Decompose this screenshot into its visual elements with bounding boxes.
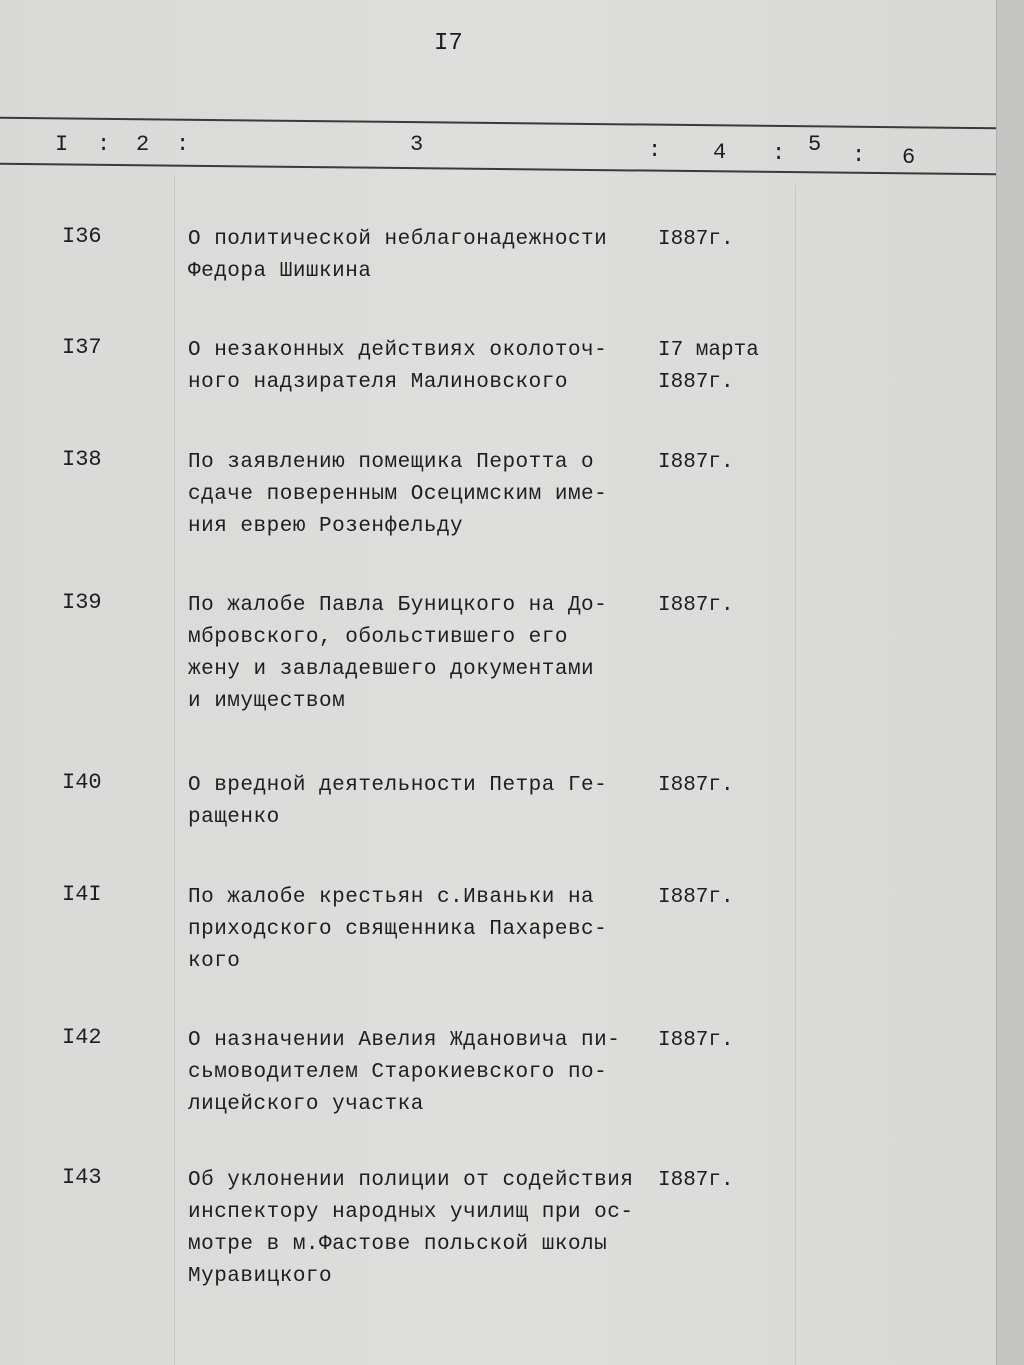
- page-number: I7: [434, 30, 463, 57]
- column-header: 6: [902, 145, 916, 170]
- header-bottom-rule: [0, 163, 996, 175]
- record-description: По жалобе крестьян с.Иваньки на приходского священника Пахаревс- кого: [188, 886, 608, 973]
- column-separator: :: [772, 141, 786, 166]
- record-date: I7 марта I887г.: [658, 339, 759, 394]
- column-separator: :: [97, 132, 111, 157]
- column-header: 5: [808, 132, 822, 157]
- column-header: I: [55, 132, 69, 157]
- record-date: I887г.: [658, 594, 734, 617]
- record-number: I43: [62, 1165, 102, 1190]
- record-description: О назначении Авелия Ждановича пи- сьмоводителем Старокиевского по- лицейского участка: [188, 1029, 621, 1116]
- column-divider: [795, 185, 796, 1365]
- page-edge: [996, 0, 1024, 1365]
- column-header: 3: [410, 132, 424, 157]
- column-separator: :: [648, 138, 662, 163]
- record-description: По заявлению помещика Перотта о сдаче поверенным Осецимским име- ния еврею Розенфельду: [188, 451, 608, 538]
- record-description: Об уклонении полиции от содействия инспектору народных училищ при ос- мотре в м.Фастове польской школы Муравицкого: [188, 1169, 634, 1288]
- record-description: По жалобе Павла Буницкого на До- мбровского, обольстившего его жену и завладевшего документами и имуществом: [188, 594, 608, 713]
- record-date: I887г.: [658, 451, 734, 474]
- record-description: О незаконных действиях околоточ- ного надзирателя Малиновского: [188, 339, 608, 394]
- record-date: I887г.: [658, 886, 734, 909]
- record-number: I40: [62, 770, 102, 795]
- record-number: I4I: [62, 882, 102, 907]
- column-header: 4: [713, 140, 727, 165]
- record-description: О вредной деятельности Петра Ге- ращенко: [188, 774, 608, 829]
- record-date: I887г.: [658, 1029, 734, 1052]
- column-separator: :: [852, 143, 866, 168]
- header-top-rule: [0, 117, 996, 129]
- record-description: О политической неблагонадежности Федора Шишкина: [188, 228, 608, 283]
- record-date: I887г.: [658, 1169, 734, 1192]
- record-number: I39: [62, 590, 102, 615]
- record-date: I887г.: [658, 228, 734, 251]
- column-separator: :: [176, 132, 190, 157]
- record-number: I38: [62, 447, 102, 472]
- column-divider: [174, 175, 175, 1365]
- record-date: I887г.: [658, 774, 734, 797]
- column-header: 2: [136, 132, 150, 157]
- record-number: I37: [62, 335, 102, 360]
- record-number: I42: [62, 1025, 102, 1050]
- record-number: I36: [62, 224, 102, 249]
